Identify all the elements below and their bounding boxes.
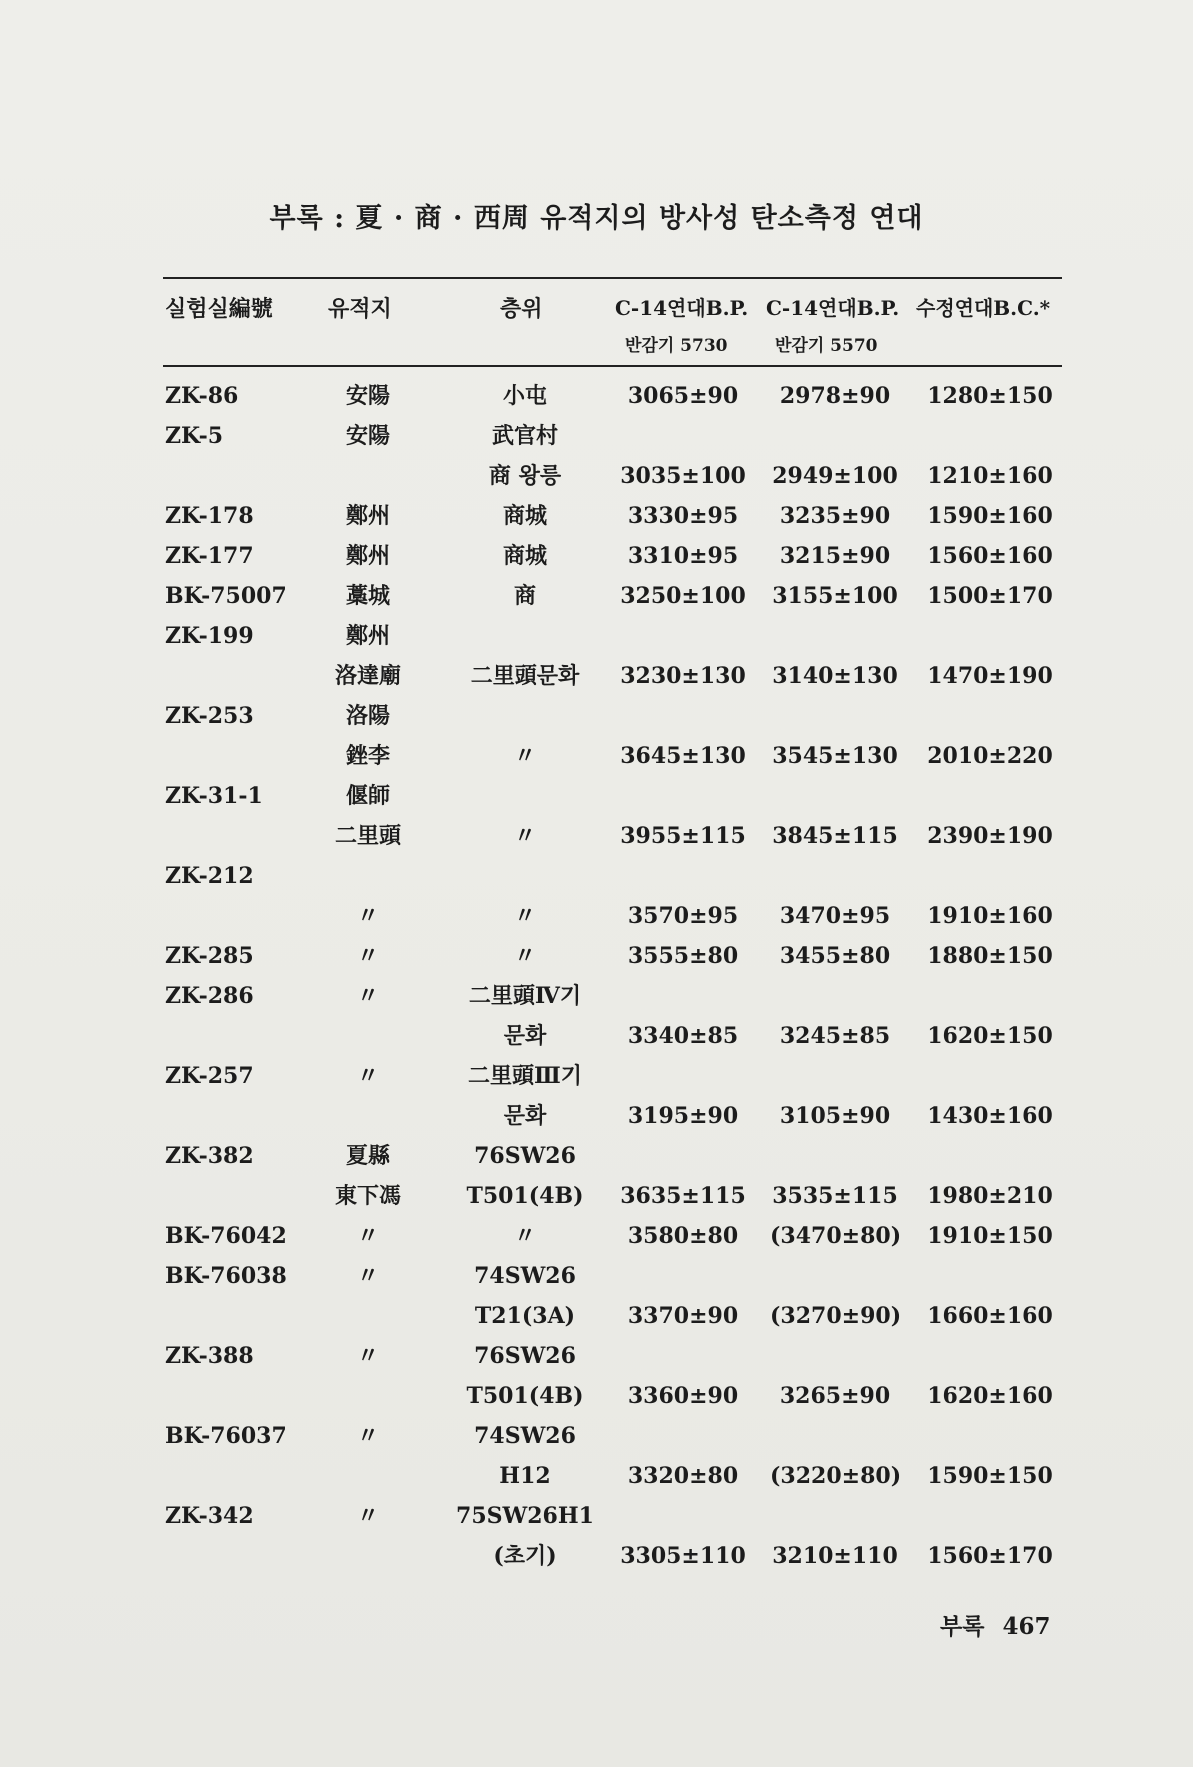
cell-c14-5570: 3140±130 — [772, 663, 898, 689]
cell-layer: 商 — [513, 583, 536, 609]
cell-site: 鄭州 — [345, 543, 390, 569]
header-c14-5730-sub: 반감기 5730 — [625, 336, 728, 356]
cell-c14-5570: 3265±90 — [779, 1383, 891, 1409]
cell-layer: 商 왕릉 — [488, 463, 562, 489]
cell-lab-id: BK-76037 — [165, 1423, 287, 1449]
table-row — [0, 896, 1193, 936]
cell-c14-5570: 3470±95 — [779, 903, 891, 929]
cell-c14-5730: 3580±80 — [627, 1223, 739, 1249]
cell-lab-id: ZK-286 — [165, 983, 254, 1009]
cell-corrected: 1880±150 — [927, 943, 1053, 969]
cell-layer: 二里頭문화 — [470, 663, 580, 689]
table-row — [0, 616, 1193, 656]
cell-corrected: 1590±150 — [927, 1463, 1053, 1489]
cell-layer: 商城 — [502, 543, 547, 569]
table-row — [0, 1336, 1193, 1376]
cell-lab-id: ZK-199 — [165, 623, 254, 649]
table-row — [0, 1216, 1193, 1256]
cell-layer: H12 — [499, 1463, 551, 1489]
cell-site: 安陽 — [345, 383, 390, 409]
cell-layer: 二里頭Ⅳ기 — [468, 983, 582, 1009]
cell-site: 〃 — [356, 903, 379, 929]
cell-layer: 〃 — [513, 743, 536, 769]
cell-c14-5730: 3305±110 — [620, 1543, 746, 1569]
cell-c14-5730: 3955±115 — [620, 823, 746, 849]
cell-site: 〃 — [356, 983, 379, 1009]
cell-site: 〃 — [356, 1263, 379, 1289]
footer-label: 부록 — [940, 1613, 985, 1640]
cell-site: 安陽 — [345, 423, 390, 449]
cell-lab-id: ZK-212 — [165, 863, 254, 889]
table-row — [0, 1096, 1193, 1136]
cell-lab-id: BK-75007 — [165, 583, 287, 609]
table-row — [0, 1416, 1193, 1456]
cell-c14-5730: 3370±90 — [627, 1303, 739, 1329]
cell-c14-5570: 3210±110 — [772, 1543, 898, 1569]
cell-site: 藁城 — [345, 583, 390, 609]
cell-c14-5570: 3105±90 — [779, 1103, 891, 1129]
cell-layer: 〃 — [513, 1223, 536, 1249]
cell-site: 鄭州 — [345, 503, 390, 529]
cell-lab-id: ZK-178 — [165, 503, 254, 529]
table-top-rule — [163, 277, 1062, 279]
cell-c14-5570: 2978±90 — [779, 383, 891, 409]
page-footer — [940, 1608, 1068, 1641]
cell-lab-id: ZK-86 — [165, 383, 239, 409]
cell-layer: 商城 — [502, 503, 547, 529]
table-row — [0, 376, 1193, 416]
cell-corrected: 1910±150 — [927, 1223, 1053, 1249]
cell-layer: 二里頭Ⅲ기 — [467, 1063, 583, 1089]
table-row — [0, 1136, 1193, 1176]
cell-c14-5730: 3250±100 — [620, 583, 746, 609]
cell-site: 〃 — [356, 943, 379, 969]
cell-layer: 〃 — [513, 823, 536, 849]
table-row — [0, 1296, 1193, 1336]
cell-c14-5730: 3570±95 — [627, 903, 739, 929]
cell-site: 銼李 — [345, 743, 390, 769]
table-row — [0, 976, 1193, 1016]
cell-corrected: 2390±190 — [927, 823, 1053, 849]
cell-c14-5730: 3645±130 — [620, 743, 746, 769]
cell-lab-id: ZK-177 — [165, 543, 254, 569]
cell-c14-5570: 3155±100 — [772, 583, 898, 609]
header-corrected-date: 수정연대B.C.* — [916, 296, 1051, 320]
table-row — [0, 856, 1193, 896]
cell-layer: 74SW26 — [474, 1263, 576, 1289]
cell-corrected: 1560±160 — [927, 543, 1053, 569]
cell-lab-id: ZK-257 — [165, 1063, 254, 1089]
cell-corrected: 1560±170 — [927, 1543, 1053, 1569]
cell-corrected: 1620±150 — [927, 1023, 1053, 1049]
table-row — [0, 1256, 1193, 1296]
cell-site: 偃師 — [345, 783, 390, 809]
table-row — [0, 1536, 1193, 1576]
cell-layer: 문화 — [503, 1103, 547, 1129]
header-c14-5570: C-14연대B.P. — [766, 296, 900, 320]
page-title: 부록 : 夏 · 商 · 西周 유적지의 방사성 탄소측정 연대 — [269, 203, 924, 234]
table-row — [0, 1456, 1193, 1496]
cell-layer: 小屯 — [502, 383, 547, 409]
cell-c14-5570: 3215±90 — [779, 543, 891, 569]
cell-c14-5730: 3035±100 — [620, 463, 746, 489]
cell-corrected: 1590±160 — [927, 503, 1053, 529]
cell-layer: 76SW26 — [474, 1143, 576, 1169]
cell-c14-5570: (3270±90) — [770, 1303, 902, 1329]
cell-lab-id: ZK-382 — [165, 1143, 254, 1169]
cell-layer: 문화 — [503, 1023, 547, 1049]
cell-site: 鄭州 — [345, 623, 390, 649]
header-c14-5730: C-14연대B.P. — [615, 296, 749, 320]
cell-layer: 武官村 — [491, 423, 558, 449]
cell-c14-5730: 3230±130 — [620, 663, 746, 689]
cell-c14-5730: 3310±95 — [627, 543, 739, 569]
cell-layer: T501(4B) — [466, 1383, 584, 1409]
cell-layer: (초기) — [493, 1543, 557, 1569]
cell-site: 〃 — [356, 1503, 379, 1529]
table-row — [0, 416, 1193, 456]
table-row — [0, 816, 1193, 856]
cell-c14-5730: 3340±85 — [627, 1023, 739, 1049]
cell-corrected: 1430±160 — [927, 1103, 1053, 1129]
cell-c14-5730: 3320±80 — [627, 1463, 739, 1489]
cell-c14-5570: 3845±115 — [772, 823, 898, 849]
table-row — [0, 1056, 1193, 1096]
header-lab-id: 실험실編號 — [165, 296, 273, 322]
table-row — [0, 936, 1193, 976]
cell-c14-5730: 3065±90 — [627, 383, 739, 409]
cell-lab-id: BK-76042 — [165, 1223, 287, 1249]
cell-site: 洛陽 — [345, 703, 390, 729]
cell-layer: 〃 — [513, 903, 536, 929]
cell-layer: 76SW26 — [474, 1343, 576, 1369]
cell-c14-5730: 3635±115 — [620, 1183, 746, 1209]
cell-c14-5570: 3245±85 — [779, 1023, 891, 1049]
table-row — [0, 776, 1193, 816]
page-number: 467 — [1002, 1613, 1051, 1640]
cell-c14-5570: 3535±115 — [772, 1183, 898, 1209]
cell-site: 二里頭 — [334, 823, 401, 849]
cell-site: 〃 — [356, 1423, 379, 1449]
cell-corrected: 1910±160 — [927, 903, 1053, 929]
table-row — [0, 1496, 1193, 1536]
cell-lab-id: ZK-5 — [165, 423, 224, 449]
header-c14-5570-sub: 반감기 5570 — [775, 336, 878, 356]
cell-site: 洛達廟 — [334, 663, 401, 689]
cell-c14-5570: 3235±90 — [779, 503, 891, 529]
cell-site: 〃 — [356, 1343, 379, 1369]
cell-c14-5570: 3545±130 — [772, 743, 898, 769]
table-row — [0, 576, 1193, 616]
cell-lab-id: ZK-342 — [165, 1503, 254, 1529]
cell-lab-id: ZK-253 — [165, 703, 254, 729]
table-row — [0, 1376, 1193, 1416]
cell-c14-5730: 3360±90 — [627, 1383, 739, 1409]
cell-corrected: 1620±160 — [927, 1383, 1053, 1409]
header-layer: 층위 — [500, 296, 543, 322]
cell-corrected: 1210±160 — [927, 463, 1053, 489]
cell-corrected: 1980±210 — [927, 1183, 1053, 1209]
table-row — [0, 696, 1193, 736]
cell-layer: T21(3A) — [474, 1303, 576, 1329]
cell-corrected: 1470±190 — [927, 663, 1053, 689]
table-row — [0, 1016, 1193, 1056]
cell-site: 〃 — [356, 1223, 379, 1249]
cell-lab-id: ZK-388 — [165, 1343, 254, 1369]
cell-site: 東下馮 — [334, 1183, 401, 1209]
cell-layer: T501(4B) — [466, 1183, 584, 1209]
cell-layer: 〃 — [513, 943, 536, 969]
cell-c14-5570: (3470±80) — [770, 1223, 902, 1249]
header-site: 유적지 — [328, 296, 392, 322]
cell-site: 〃 — [356, 1063, 379, 1089]
table-row — [0, 1176, 1193, 1216]
table-row — [0, 456, 1193, 496]
cell-layer: 74SW26 — [474, 1423, 576, 1449]
table-row — [0, 536, 1193, 576]
cell-lab-id: ZK-285 — [165, 943, 254, 969]
cell-site: 夏縣 — [345, 1143, 390, 1169]
cell-c14-5730: 3555±80 — [627, 943, 739, 969]
cell-corrected: 1660±160 — [927, 1303, 1053, 1329]
table-row — [0, 736, 1193, 776]
cell-c14-5730: 3330±95 — [627, 503, 739, 529]
cell-c14-5570: 2949±100 — [772, 463, 898, 489]
cell-lab-id: ZK-31-1 — [165, 783, 263, 809]
cell-corrected: 1500±170 — [927, 583, 1053, 609]
cell-c14-5730: 3195±90 — [627, 1103, 739, 1129]
table-body — [0, 376, 1193, 1576]
table-row — [0, 656, 1193, 696]
cell-corrected: 2010±220 — [927, 743, 1053, 769]
table-row — [0, 496, 1193, 536]
cell-c14-5570: 3455±80 — [779, 943, 891, 969]
cell-c14-5570: (3220±80) — [770, 1463, 902, 1489]
cell-layer: 75SW26H1 — [456, 1503, 594, 1529]
table-header-rule — [163, 365, 1062, 367]
cell-corrected: 1280±150 — [927, 383, 1053, 409]
cell-lab-id: BK-76038 — [165, 1263, 287, 1289]
